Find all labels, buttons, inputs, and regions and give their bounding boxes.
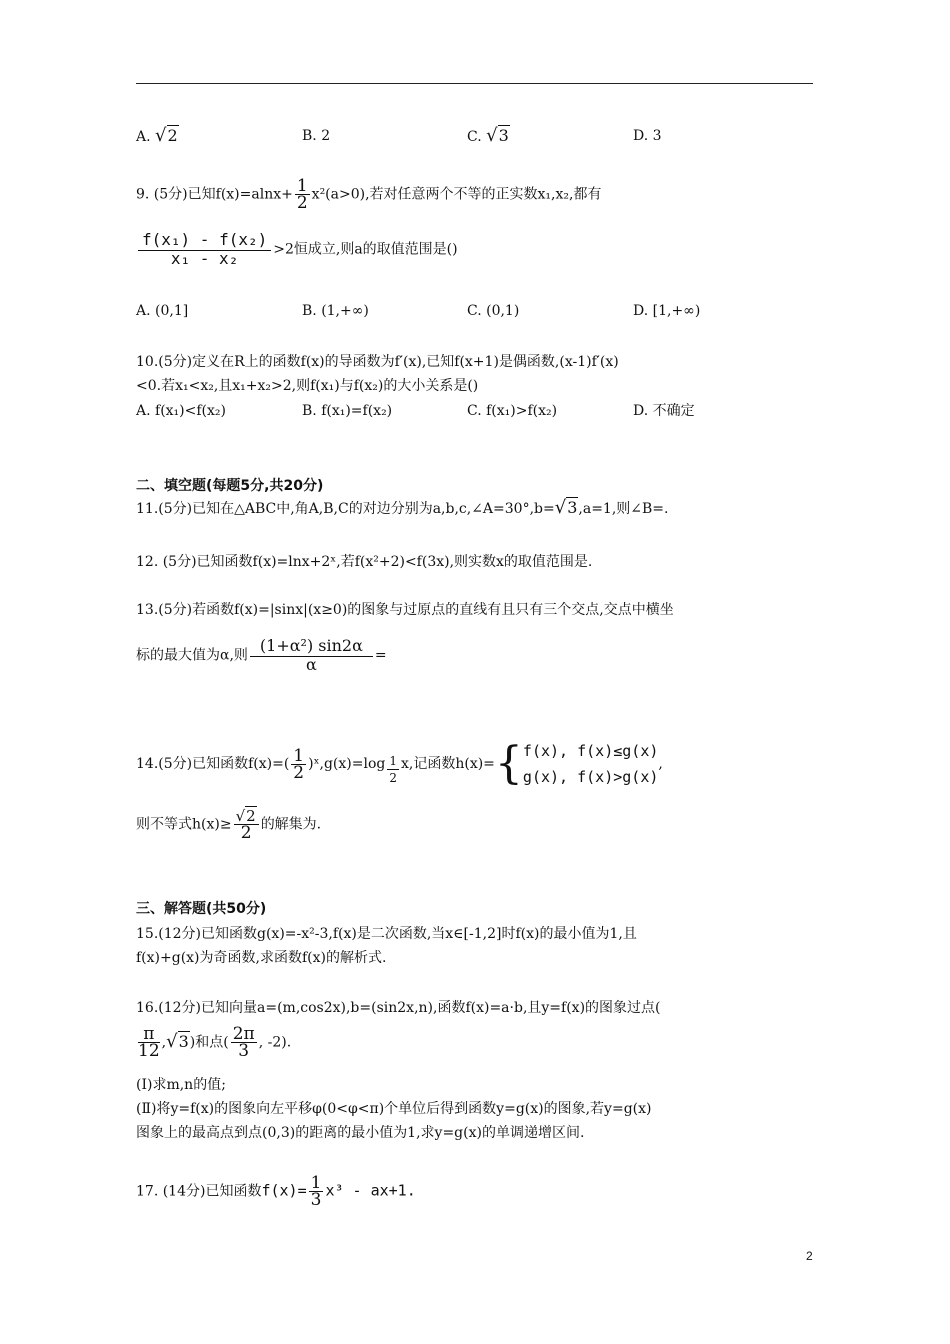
piecewise-cases: f(x), f(x)≤g(x) g(x), f(x)>g(x) [522, 742, 659, 786]
q10-option-d: D. 不确定 [633, 403, 695, 419]
q14-line2: 则不等式h(x)≥ $\frac{√2}{2}$ 的解集为. [136, 807, 322, 843]
section-2-heading: 二、填空题(每题5分,共20分) [136, 478, 324, 494]
q16-part2-line1: (Ⅱ)将y=f(x)的图象向左平移φ(0<φ<π)个单位后得到函数y=g(x)的图象,若y=g(x) [136, 1101, 652, 1117]
top-rule [136, 83, 813, 84]
q9-option-a: A. (0,1] [136, 303, 189, 319]
q8-option-a: A. √2 [136, 125, 178, 146]
q10-line2: <0.若x₁<x₂,且x₁+x₂>2,则f(x₁)与f(x₂)的大小关系是() [136, 378, 479, 394]
q17: 17. (14分)已知函数f(x)= $\frac{1}{3}$ x³ - ax+1. [136, 1173, 416, 1210]
q10-option-b: B. f(x₁)=f(x₂) [302, 403, 393, 419]
q9-option-d: D. [1,+∞) [633, 303, 701, 319]
q15-line2: f(x)+g(x)为奇函数,求函数f(x)的解析式. [136, 950, 387, 966]
q16-line1: 16.(12分)已知向量a=(m,cos2x),b=(sin2x,n),函数f(x)=a·b,且y=f(x)的图象过点( [136, 1000, 661, 1016]
cases-brace: { [494, 738, 523, 789]
q13-line1: 13.(5分)若函数f(x)=|sinx|(x≥0)的图象与过原点的直线有且只有三个交点,交点中横坐 [136, 602, 674, 618]
q15-line1: 15.(12分)已知函数g(x)=-x²-3,f(x)是二次函数,当x∈[-1,2]时f(x)的最小值为1,且 [136, 926, 637, 942]
q12: 12. (5分)已知函数f(x)=lnx+2ˣ,若f(x²+2)<f(3x),则实数x的取值范围是. [136, 554, 593, 570]
q8-option-c: C. √3 [467, 125, 509, 146]
q8-option-b: B. 2 [302, 128, 331, 144]
q9-inequality: $\frac{\text{f(x₁) - f(x₂)}}{\text{x₁ - x₂}}$ >2恒成立,则a的取值范围是() [136, 232, 458, 267]
section-3-heading: 三、解答题(共50分) [136, 901, 267, 917]
q10-option-c: C. f(x₁)>f(x₂) [467, 403, 558, 419]
q10-line1: 10.(5分)定义在R上的函数f(x)的导函数为f′(x),已知f(x+1)是偶函数,(x-1)f′(x) [136, 354, 619, 370]
sqrt-2: √2 [155, 125, 178, 146]
q10-option-a: A. f(x₁)<f(x₂) [136, 403, 226, 419]
q13-line2: 标的最大值为α,则 $\frac{\text{(1+α²) sin2α}}{\alpha}$ = [136, 636, 387, 674]
sqrt-3: √3 [486, 125, 509, 146]
q14-stem: 14.(5分)已知函数f(x)=( $\frac{1}{2}$ )ˣ,g(x)=log $\frac{1}{2}$ x,记函数h(x)={ f(x), f(x)≤g(x) g(x), f(x)>g(x) , [136, 738, 663, 789]
q9-option-c: C. (0,1) [467, 303, 520, 319]
q8-option-d: D. 3 [633, 128, 662, 144]
q9-stem: 9. (5分)已知f(x)=alnx+ $\frac{1}{2}$ x²(a>0),若对任意两个不等的正实数x₁,x₂,都有 [136, 176, 602, 213]
q11: 11.(5分)已知在△ABC中,角A,B,C的对边分别为a,b,c,∠A=30°,b=√3,a=1,则∠B=. [136, 497, 669, 518]
page-number: 2 [806, 1249, 813, 1263]
q16-part2-line2: 图象上的最高点到点(0,3)的距离的最小值为1,求y=g(x)的单调递增区间. [136, 1125, 585, 1141]
q16-points: $\frac{\pi}{12}$ ,√3)和点( $\frac{2\pi}{3}$ , -2). [138, 1024, 292, 1061]
q9-option-b: B. (1,+∞) [302, 303, 369, 319]
q16-part1: (Ⅰ)求m,n的值; [136, 1077, 226, 1093]
